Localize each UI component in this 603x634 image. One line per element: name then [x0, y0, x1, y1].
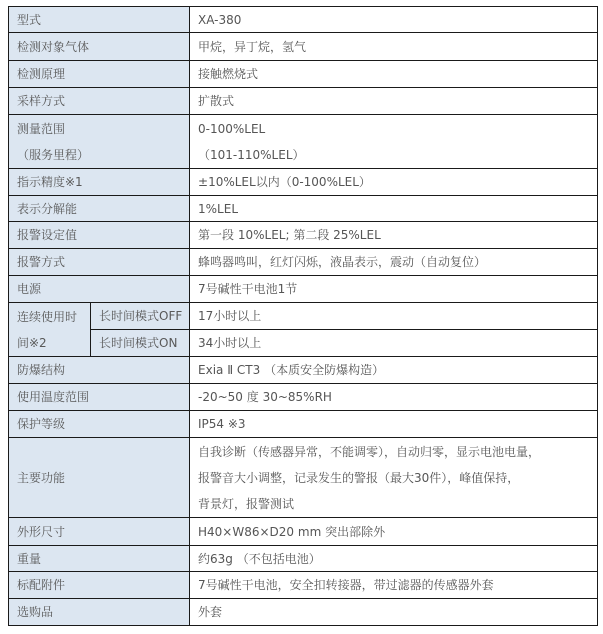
sub-label: 长时间模式OFF — [91, 303, 190, 330]
row-value: 甲烷，异丁烷，氢气 — [190, 33, 598, 61]
value-line: （101-110%LEL） — [198, 147, 305, 162]
value-line: 报警音大小调整，记录发生的警报（最大30件），峰值保持， — [198, 470, 520, 485]
row-value: 第一段 10%LEL; 第二段 25%LEL — [190, 222, 598, 249]
row-value: XA-380 — [190, 7, 598, 33]
row-label: 报警设定值 — [9, 222, 190, 249]
table-row — [9, 249, 598, 276]
row-value: 34小时以上 — [190, 330, 598, 357]
table-row — [9, 88, 598, 115]
row-value: -20~50 度 30~85%RH — [190, 384, 598, 411]
row-label: 检测原理 — [9, 61, 190, 88]
table-row — [9, 384, 598, 411]
row-label: 防爆结构 — [9, 357, 190, 384]
sub-label: 长时间模式ON — [91, 330, 190, 357]
row-label — [9, 303, 91, 357]
spec-table — [8, 6, 598, 626]
value-line: 自我诊断（传感器异常，不能调零），自动归零，显示电池电量， — [198, 444, 541, 459]
table-row — [9, 169, 598, 196]
row-label: 电源 — [9, 276, 190, 303]
row-value: 约63g （不包括电池） — [190, 546, 598, 572]
row-value: IP54 ※3 — [190, 411, 598, 438]
row-value: 7号碱性干电池1节 — [190, 276, 598, 303]
row-label: 指示精度※1 — [9, 169, 190, 196]
row-label: 检测对象气体 — [9, 33, 190, 61]
row-value: 7号碱性干电池，安全扣转接器，带过滤器的传感器外套 — [190, 572, 598, 599]
row-value: 1%LEL — [190, 196, 598, 222]
table-row — [9, 196, 598, 222]
row-label: 型式 — [9, 7, 190, 33]
label-line: 间※2 — [17, 335, 47, 350]
table-row — [9, 518, 598, 546]
table-row — [9, 438, 598, 518]
row-value — [190, 115, 598, 169]
row-value: 外套 — [190, 599, 598, 626]
row-value: ±10%LEL以内（0-100%LEL） — [190, 169, 598, 196]
value-line: 0-100%LEL — [198, 121, 266, 136]
row-value: Exia Ⅱ CT3 （本质安全防爆构造） — [190, 357, 598, 384]
row-label: 外形尺寸 — [9, 518, 190, 546]
row-label — [9, 115, 190, 169]
table-row — [9, 330, 598, 357]
row-label: 标配附件 — [9, 572, 190, 599]
table-row — [9, 276, 598, 303]
row-value: 接触燃烧式 — [190, 61, 598, 88]
table-row — [9, 357, 598, 384]
row-label: 表示分解能 — [9, 196, 190, 222]
row-value: 蜂鸣器鸣叫，红灯闪烁，液晶表示，震动（自动复位） — [190, 249, 598, 276]
table-row — [9, 115, 598, 169]
row-label: 使用温度范围 — [9, 384, 190, 411]
table-row — [9, 33, 598, 61]
row-value: H40×W86×D20 mm 突出部除外 — [190, 518, 598, 546]
label-line: 连续使用时 — [17, 309, 78, 324]
label-line: （服务里程） — [17, 147, 90, 162]
row-value — [190, 438, 598, 518]
row-value: 扩散式 — [190, 88, 598, 115]
table-row — [9, 599, 598, 626]
table-row — [9, 572, 598, 599]
row-label: 保护等级 — [9, 411, 190, 438]
table-row — [9, 411, 598, 438]
table-row — [9, 61, 598, 88]
label-line: 测量范围 — [17, 121, 66, 136]
row-label: 重量 — [9, 546, 190, 572]
row-label: 选购品 — [9, 599, 190, 626]
row-label: 采样方式 — [9, 88, 190, 115]
value-line: 背景灯，报警测试 — [198, 496, 295, 511]
table-row — [9, 546, 598, 572]
row-label: 报警方式 — [9, 249, 190, 276]
table-row — [9, 303, 598, 330]
table-row — [9, 7, 598, 33]
row-label: 主要功能 — [9, 438, 190, 518]
table-row — [9, 222, 598, 249]
row-value: 17小时以上 — [190, 303, 598, 330]
